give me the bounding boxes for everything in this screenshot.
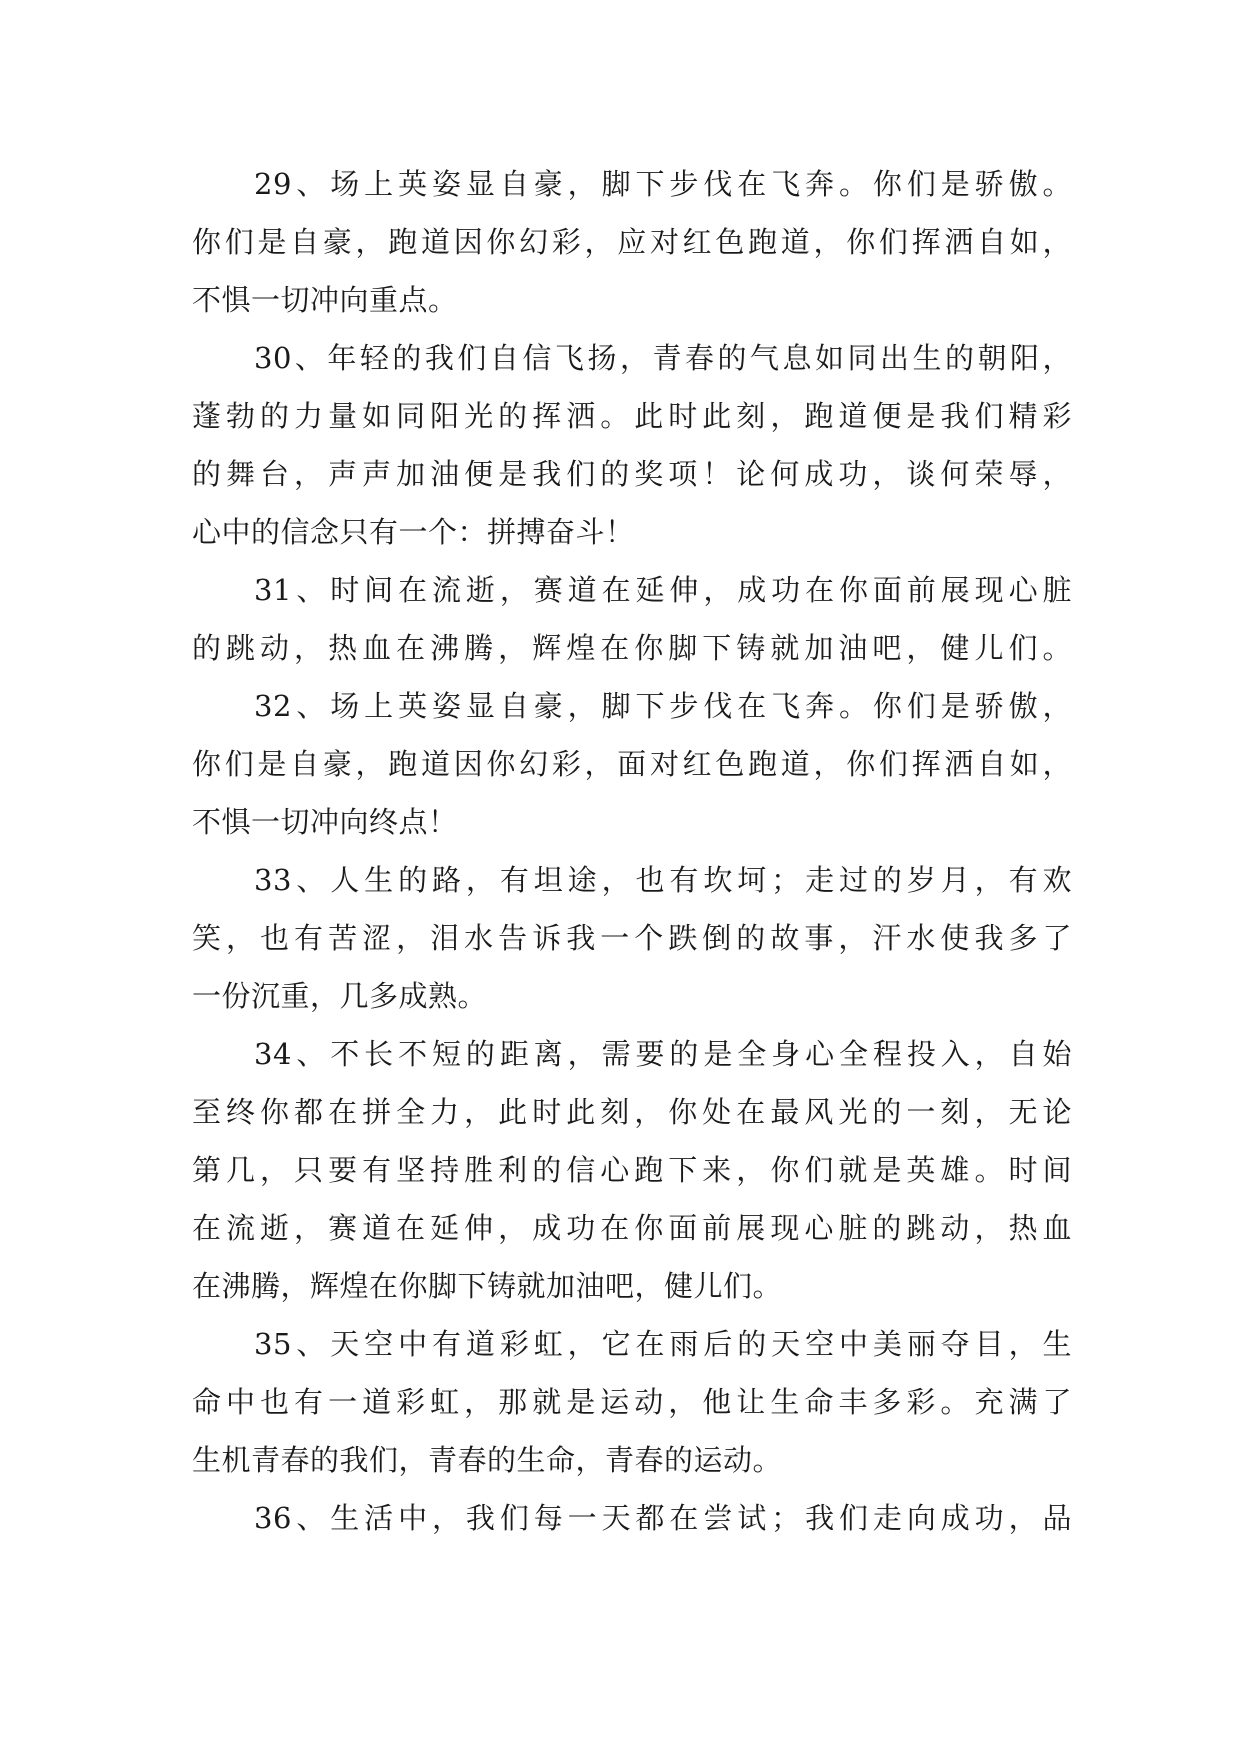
text-line: 在流逝，赛道在延伸，成功在你面前展现心脏的跳动，热血 — [192, 1211, 1072, 1245]
paragraph-35 — [192, 1315, 1072, 1489]
text-line: 32、场上英姿显自豪，脚下步伐在飞奔。你们是骄傲， — [254, 689, 1072, 723]
text-line: 31、时间在流逝，赛道在延伸，成功在你面前展现心脏 — [254, 573, 1072, 607]
text-line: 不惧一切冲向重点。 — [192, 283, 458, 317]
text-line: 35、天空中有道彩虹，它在雨后的天空中美丽夺目，生 — [254, 1327, 1072, 1361]
text-line: 的舞台，声声加油便是我们的奖项！论何成功，谈何荣辱， — [192, 457, 1072, 491]
text-line: 至终你都在拼全力，此时此刻，你处在最风光的一刻，无论 — [192, 1095, 1072, 1129]
text-line: 命中也有一道彩虹，那就是运动，他让生命丰多彩。充满了 — [192, 1385, 1072, 1419]
text-line: 33、人生的路，有坦途，也有坎坷；走过的岁月，有欢 — [254, 863, 1072, 897]
paragraph-30 — [192, 329, 1072, 561]
paragraph-29 — [192, 155, 1072, 329]
text-line: 心中的信念只有一个：拼搏奋斗！ — [192, 515, 635, 549]
document-page — [192, 155, 1072, 1547]
paragraph-32 — [192, 677, 1072, 851]
text-line: 36、生活中，我们每一天都在尝试；我们走向成功，品 — [254, 1501, 1072, 1535]
text-line: 你们是自豪，跑道因你幻彩，面对红色跑道，你们挥洒自如， — [192, 747, 1072, 781]
text-line: 29、场上英姿显自豪，脚下步伐在飞奔。你们是骄傲。 — [254, 167, 1072, 201]
text-line: 蓬勃的力量如同阳光的挥洒。此时此刻，跑道便是我们精彩 — [192, 399, 1072, 433]
text-line: 第几，只要有坚持胜利的信心跑下来，你们就是英雄。时间 — [192, 1153, 1072, 1187]
text-line: 在沸腾，辉煌在你脚下铸就加油吧，健儿们。 — [192, 1269, 783, 1303]
paragraph-31 — [192, 561, 1072, 677]
text-line: 34、不长不短的距离，需要的是全身心全程投入，自始 — [254, 1037, 1072, 1071]
text-line: 30、年轻的我们自信飞扬，青春的气息如同出生的朝阳， — [254, 341, 1072, 375]
text-line: 一份沉重，几多成熟。 — [192, 979, 488, 1013]
paragraph-33 — [192, 851, 1072, 1025]
text-line: 的跳动，热血在沸腾，辉煌在你脚下铸就加油吧，健儿们。 — [192, 631, 1072, 665]
text-line: 不惧一切冲向终点！ — [192, 805, 458, 839]
text-line: 笑，也有苦涩，泪水告诉我一个跌倒的故事，汗水使我多了 — [192, 921, 1072, 955]
paragraph-34 — [192, 1025, 1072, 1315]
text-line: 生机青春的我们，青春的生命，青春的运动。 — [192, 1443, 783, 1477]
text-line: 你们是自豪，跑道因你幻彩，应对红色跑道，你们挥洒自如， — [192, 225, 1072, 259]
paragraph-36 — [192, 1489, 1072, 1547]
